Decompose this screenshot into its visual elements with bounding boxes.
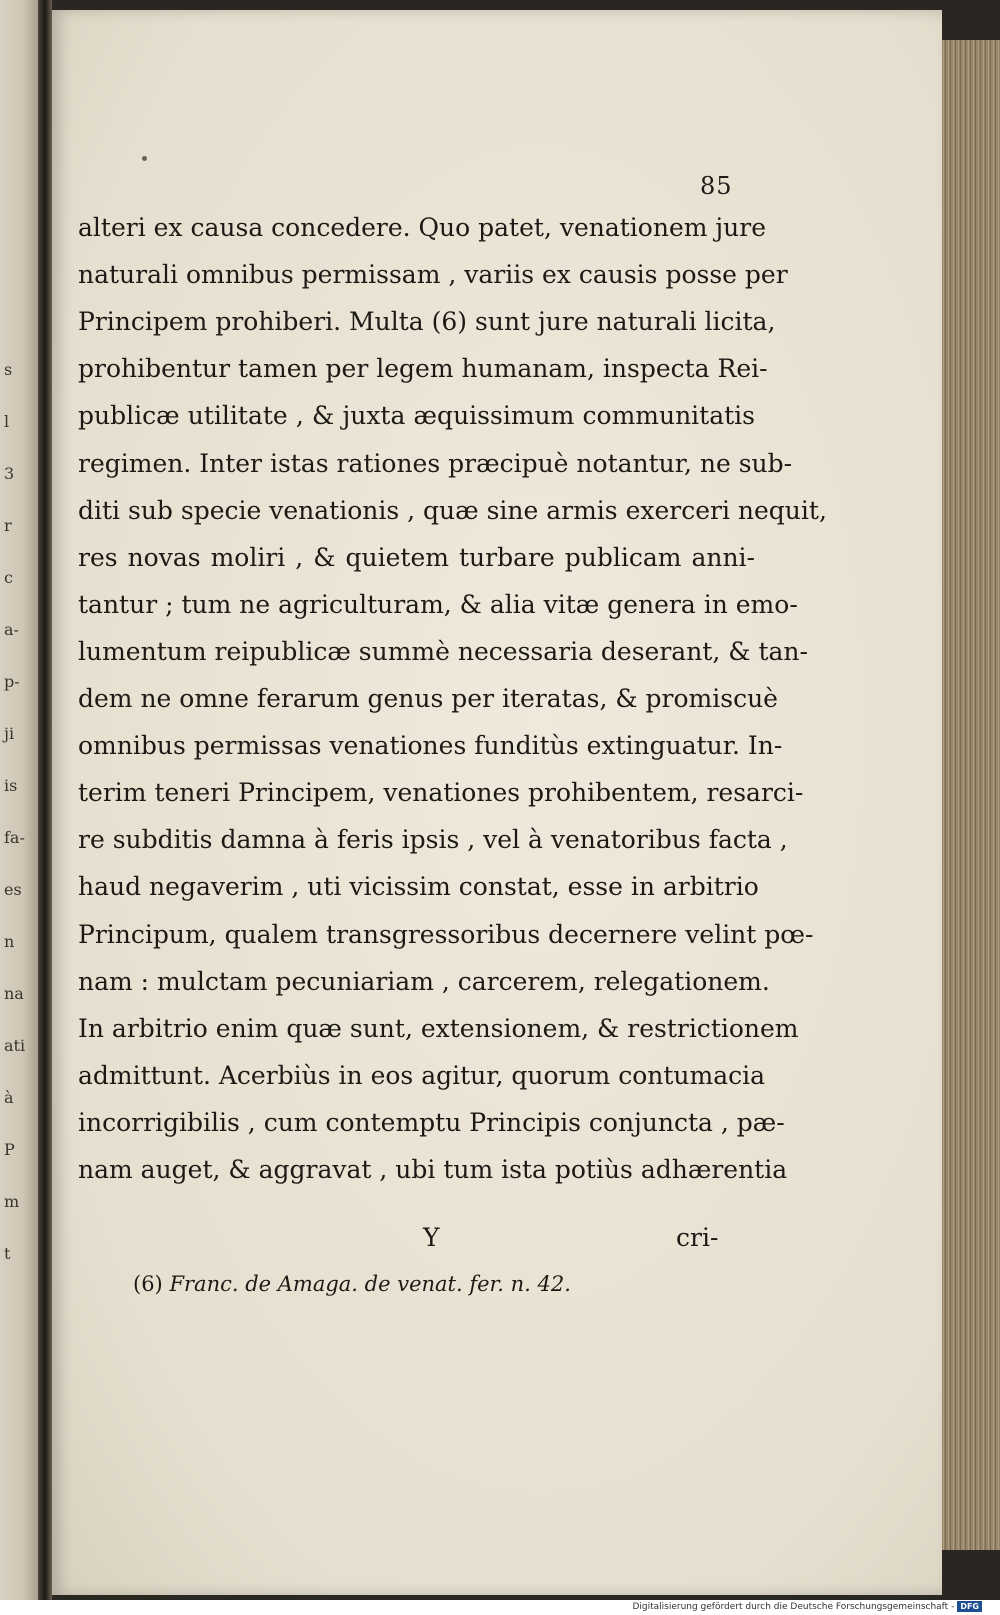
text-line: naturali omnibus permissam , variis ex causis posse per <box>78 260 788 290</box>
text-line: dem ne omne ferarum genus per iteratas, & promiscuè <box>78 684 778 713</box>
facing-page-fragment: n <box>4 932 15 951</box>
catchword: cri- <box>676 1223 719 1252</box>
text-line: publicæ utilitate , & juxta æquissimum communitatis <box>78 401 755 431</box>
text-line: re subditis damna à feris ipsis , vel à venatoribus facta , <box>78 825 788 855</box>
facing-page-fragment: s <box>4 360 13 379</box>
text-line: regimen. Inter istas rationes præcipuè notantur, ne sub- <box>78 448 793 478</box>
facing-page-fragment: t <box>4 1244 11 1263</box>
text-line: lumentum reipublicæ summè necessaria deserant, & tan- <box>78 636 808 666</box>
facing-page-fragment: na <box>4 984 24 1003</box>
text-line: Principum, qualem transgressoribus decernere velint pœ- <box>78 919 814 949</box>
digitization-credit <box>632 1600 982 1615</box>
facing-page-fragment: a- <box>4 620 19 639</box>
facing-page-fragment: is <box>4 776 18 795</box>
text-line: incorrigibilis , cum contemptu Principis conjuncta , pæ- <box>78 1107 785 1137</box>
dfg-logo: DFG <box>957 1601 982 1612</box>
facing-page-fragment: fa- <box>4 828 25 847</box>
facing-page-fragment: ji <box>4 724 15 743</box>
page-number: 85 <box>700 172 733 200</box>
facing-page-fragment: l <box>4 412 10 431</box>
text-line: terim teneri Principem, venationes prohibentem, resarci- <box>78 778 804 808</box>
facing-page-fragment: ati <box>4 1036 26 1055</box>
facing-page-edge <box>0 0 38 1600</box>
facing-page-fragment: es <box>4 880 22 899</box>
text-line: admittunt. Acerbiùs in eos agitur, quorum contumacia <box>78 1060 766 1090</box>
text-line: alteri ex causa concedere. Quo patet, venationem jure <box>78 213 767 242</box>
book-gutter <box>38 0 52 1600</box>
text-line: haud negaverim , uti vicissim constat, esse in arbitrio <box>78 872 759 902</box>
text-line: omnibus permissas venationes funditùs extinguatur. In- <box>78 731 783 761</box>
facing-page-fragment: P <box>4 1140 15 1159</box>
ink-speck <box>142 156 147 161</box>
text-line: res novas moliri , & quietem turbare publicam anni- <box>78 542 755 572</box>
footnote-marker: (6) <box>133 1272 163 1296</box>
credit-text: Digitalisierung gefördert durch die Deutsche Forschungsgemeinschaft - <box>632 1602 955 1612</box>
facing-page-fragment: 3 <box>4 464 15 483</box>
facing-page-fragment: p- <box>4 672 20 691</box>
facing-page-fragment: c <box>4 568 13 587</box>
facing-page-fragment: à <box>4 1088 14 1107</box>
text-line: Principem prohiberi. Multa (6) sunt jure naturali licita, <box>78 307 776 337</box>
facing-page-fragment: r <box>4 516 12 535</box>
text-line: nam : mulctam pecuniariam , carcerem, relegationem. <box>78 966 770 996</box>
text-line: diti sub specie venationis , quæ sine armis exerceri nequit, <box>78 495 827 525</box>
text-line: In arbitrio enim quæ sunt, extensionem, & restrictionem <box>78 1013 799 1043</box>
text-line: tantur ; tum ne agriculturam, & alia vitæ genera in emo- <box>78 589 798 619</box>
footnote <box>133 1272 571 1296</box>
facing-page-fragment: m <box>4 1192 20 1211</box>
text-line: prohibentur tamen per legem humanam, inspecta Rei- <box>78 354 768 384</box>
text-line: nam auget, & aggravat , ubi tum ista potiùs adhærentia <box>78 1155 788 1184</box>
page-edges <box>942 40 1000 1550</box>
signature-mark: Y <box>423 1223 440 1252</box>
footnote-text: Franc. de Amaga. de venat. fer. n. 42. <box>169 1272 571 1296</box>
